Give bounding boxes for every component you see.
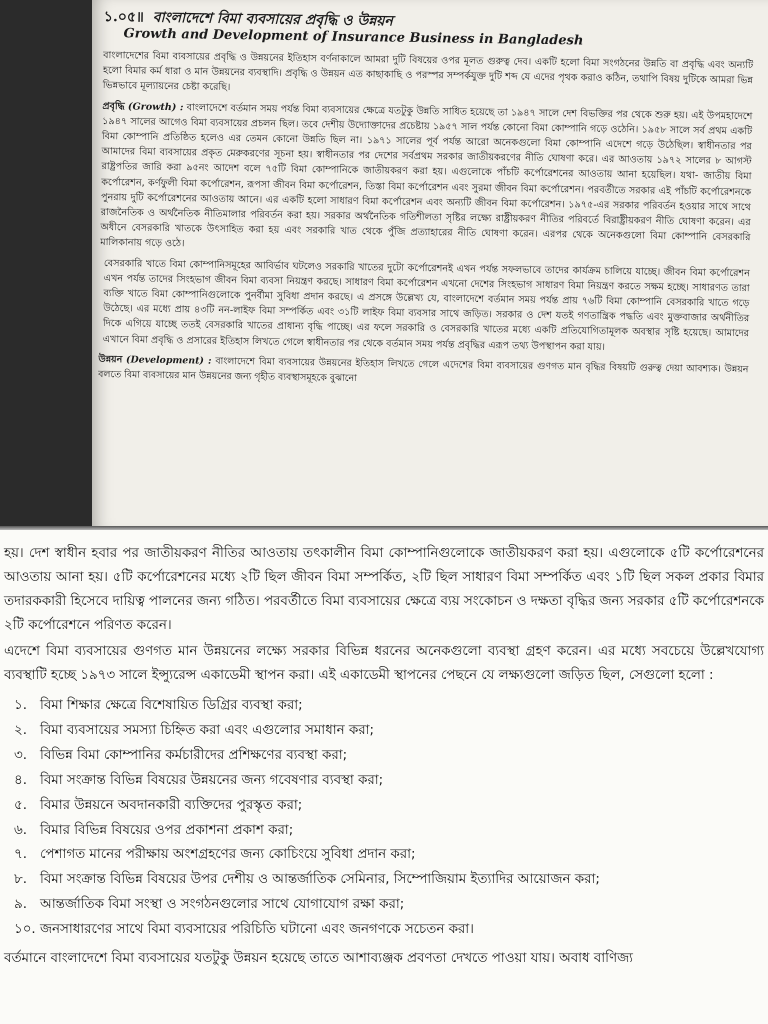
list-item-text: বিমা ব্যবসায়ের সমস্যা চিহ্নিত করা এবং এগুলোর সমাধান করা; <box>40 722 374 738</box>
list-item <box>4 893 764 918</box>
development-text: বাংলাদেশে বিমা ব্যবসায়ের উন্নয়নের ইতিহাস লিখতে গেলে এদেশের বিমা ব্যবসায়ের গুণগত মান বৃদ্ধির বিষয়টি গুরুত্ব দেয়া আবশ্যক। উন্নয়ন বলতে বিমা ব্যবসায়ের মান উন্নয়নের জন্য গৃহীত ব্যবস্থাসমূহকে বুঝানো <box>98 355 749 385</box>
growth-paragraph <box>100 99 752 261</box>
section-number: ১.০৫॥ <box>103 8 145 26</box>
list-item-text: জনসাধারণের সাথে বিমা ব্যবসায়ের পরিচিতি ঘটানো এবং জনগণকে সচেতন করা। <box>40 922 474 938</box>
intro-paragraph: বাংলাদেশের বিমা ব্যবসায়ের প্রবৃদ্ধি ও উন্নয়নের ইতিহাস বর্ণনাকালে আমরা দুটি বিষয়ের ওপর মূলত গুরুত্ব দেব। একটি হলো বিমা সংগঠনের উন্নতি বা প্রবৃদ্ধি এবং অন্যটি হলো বিমার কর্ম ধারা ও মান উন্নয়নের ব্যবস্থাদি। প্রবৃদ্ধি ও উন্নয়ন এত কাছাকাছি ও পরস্পর সম্পর্কযুক্ত দুটি শব্দ যে এদের পৃথক করাও কঠিন, তথাপি বিষয় দুটিকে আমরা ভিন্ন ভিন্নভাবে মূল্যায়নের চেষ্টা করেছি। <box>102 49 754 94</box>
section-title-bn-text: বাংলাদেশে বিমা ব্যবসায়ের প্রবৃদ্ধি ও উন্নয়ন <box>152 9 393 30</box>
list-item-number: ১. <box>14 698 27 713</box>
list-item <box>4 694 764 719</box>
top-page-content <box>98 6 754 397</box>
list-item-text: বিমার বিভিন্ন বিষয়ের ওপর প্রকাশনা প্রকাশ করা; <box>40 822 294 838</box>
list-item <box>4 819 764 844</box>
list-item-text: পেশাগত মানের পরীক্ষায় অংশগ্রহণের জন্য কোচিংয়ে সুবিধা প্রদান করা; <box>40 847 416 863</box>
growth-term-en: (Growth) : <box>127 100 184 113</box>
list-item <box>4 769 764 794</box>
list-item-number: ৪. <box>14 772 27 788</box>
list-item-text: বিভিন্ন বিমা কোম্পানির কর্মচারীদের প্রশিক্ষণের ব্যবস্থা করা; <box>40 747 348 763</box>
growth-term-bn: প্রবৃদ্ধি <box>102 100 125 112</box>
list-item-number: ৫. <box>14 797 27 813</box>
list-item-number: ৮. <box>14 872 27 888</box>
list-item <box>4 868 764 893</box>
list-item <box>4 794 764 819</box>
top-page <box>92 0 768 530</box>
list-item <box>4 843 764 868</box>
list-item-text: বিমার উন্নয়নে অবদানকারী ব্যক্তিদের পুরস্কৃত করা; <box>40 797 303 813</box>
bottom-page-content <box>4 542 764 973</box>
list-item-text: বিমা শিক্ষার ক্ষেত্রে বিশেষায়িত ডিগ্রির ব্যবস্থা করা; <box>40 698 303 713</box>
development-term-bn: উন্নয়ন <box>98 353 123 366</box>
bottom-page <box>0 530 768 1024</box>
list-item-text: বিমা সংক্রান্ত বিভিন্ন বিষয়ের উন্নয়নের জন্য গবেষণার ব্যবস্থা করা; <box>40 772 384 788</box>
list-item-number: ৯. <box>14 897 27 913</box>
list-item-number: ৩. <box>14 747 27 763</box>
nationalization-paragraph: হয়। দেশ স্বাধীন হবার পর জাতীয়করণ নীতির আওতায় তৎকালীন বিমা কোম্পানিগুলোকে জাতীয়করণ করা হয়। এগুলোকে ৫টি কর্পোরেশনের আওতায় আনা হয়। ৫টি কর্পোরেশনের মধ্যে ২টি ছিল জীবন বিমা সম্পর্কিত, ২টি ছিল সাধারণ বিমা সম্পর্কিত এবং ১টি ছিল সকল প্রকার বিমার তদারককারী হিসেবে দায়িত্ব পালনের জন্য গঠিত। পরবর্তীতে বিমা ব্যবসায়ের ক্ষেত্রে ব্যয় সংকোচন ও দক্ষতা বৃদ্ধির জন্য সরকার ৫টি কর্পোরেশনকে ২টি কর্পোরেশনে পরিণত করেন। <box>4 546 764 633</box>
growth-text: বাংলাদেশে বর্তমান সময় পর্যন্ত বিমা ব্যবসায়ের ক্ষেত্রে যতটুকু উন্নতি সাধিত হয়েছে তা ১৯৪৭ সালে দেশ বিভক্তির পর থেকে শুরু হয়। এই উপমহাদেশে ১৯৪৭ সালের আগেও বিমা ব্যবসায়ের প্রচলন ছিল। তবে দেশীয় উদ্যোক্তাদের প্রচেষ্টায় ১৯৫৭ সাল পর্যন্ত কোনো বিমা কোম্পানি গড়ে ওঠেনি। ১৯৫৮ সালে সর্ব প্রথম একটি বিমা কোম্পানি প্রতিষ্ঠিত হলেও এর তেমন কোনো উন্নতি ছিল না। ১৯৭১ সালের পূর্ব পর্যন্ত আরো অনেকগুলো বিমা কোম্পানি এদেশে গড়ে উঠেছিল। স্বাধীনতার পর আমাদের বিমা ব্যবসায়ের প্রকৃত মেরুকরণের সূচনা হয়। স্বাধীনতার পর দেশের সর্বপ্রথম সরকার জাতীয়করণের নীতি ঘোষণা করে। এর আওতায় ১৯৭২ সালের ৮ আগস্ট রাষ্ট্রপতির জারি করা ৯৫নং আদেশ বলে ৭৫টি বিমা কোম্পানিকে জাতীয়করণ করা হয়। এগুলোকে পাঁচটি কর্পোরেশনের আওতায় আনা হয়েছিল। যথা- জাতীয় বিমা কর্পোরেশন, কর্ণফুলী বিমা কর্পোরেশন, রূপসা জীবন বিমা কর্পোরেশন, তিস্তা বিমা কর্পোরেশন এবং সুরমা জীবন বিমা কর্পোরেশন। পরবর্তীতে সরকার এই পাঁচটি কর্পোরেশনকে পুনরায় দুটি কর্পোরেশনের আওতায় আনে। এর একটি হলো সাধারণ বিমা কর্পোরেশন এবং অন্যটি জীবন বিমা কর্পোরেশন। ১৯৭৫-এর সরকার পরিবর্তন হওয়ার সাথে সাথে রাজনৈতিক ও অর্থনৈতিক নীতিমালার পরিবর্তন করা হয়। সরকার অর্থনৈতিক গতিশীলতা সৃষ্টির লক্ষ্যে রাষ্ট্রীয়করণ নীতির পরিবর্তে বিরাষ্ট্রীয়করণ নীতি ঘোষণা করেন। এর অধীনে বেসরকারি খাতকে উৎসাহিত করা হয় এবং সরকারি খাত থেকে পুঁজি প্রত্যাহারের নীতি ঘোষণা করেন। এরপর থেকে অনেকগুলো বিমা কোম্পানি বেসরকারি মালিকানায় গড়ে ওঠে। <box>100 101 753 250</box>
private-sector-paragraph: বেসরকারি খাতে বিমা কোম্পানিসমূহের আবির্ভাব ঘটলেও সরকারি খাতের দুটো কর্পোরেশনই এখন পর্যন্ত সফলভাবে তাদের কার্যক্রম চালিয়ে যাচ্ছে। জীবন বিমা কর্পোরেশন এখন পর্যন্ত তাদের সিংহভাগ জীবন বিমা ব্যবসা নিয়ন্ত্রণ করছে। সাধারণ বিমা কর্পোরেশন এখনো দেশের সিংহভাগ সাধারণ বিমা নিয়ন্ত্রণ করতে সক্ষম হচ্ছে। সাধারণত তারা ব্যক্তি খাতে বিমা কোম্পানিগুলোকে পুনর্বীমা সুবিধা প্রদান করছে। এ প্রসঙ্গে উল্লেখ্য যে, বাংলাদেশে বর্তমান সময় পর্যন্ত প্রায় ৭৬টি বিমা কোম্পানি বেসরকারি খাতে গড়ে উঠেছে। এর মধ্যে প্রায় ৪৩টি নন-লাইফ বিমা সম্পর্কিত এবং ৩১টি লাইফ বিমা ব্যবসার সাথে জড়িত। সরকার ও দেশ যতই গণতান্ত্রিক পদ্ধতি এবং মুক্তবাজার অর্থনীতির দিকে এগিয়ে যাচ্ছে ততই বেসরকারি খাতের প্রাধান্য বৃদ্ধি পাচ্ছে। এর ফলে সরকারি ও বেসরকারি খাতের মধ্যে একটি প্রতিযোগিতামূলক অবস্থার সৃষ্টি হয়েছে। আমাদের এখানে বিমা প্রবৃদ্ধি ও প্রসারের ইতিহাস লিখতে গেলে স্বাধীনতার পর থেকে বর্তমান সময় পর্যন্ত প্রবৃদ্ধির এরূপ তথ্য উপস্থাপন করা যায়। <box>102 257 750 353</box>
list-item-number: ২. <box>14 722 27 738</box>
list-item <box>4 918 764 943</box>
academy-objectives-list <box>4 694 764 943</box>
final-paragraph: বর্তমানে বাংলাদেশে বিমা ব্যবসায়ের যতটুকু উন্নয়ন হয়েছে তাতে আশাব্যঞ্জক প্রবণতা দেখতে পাওয়া যায়। অবাধ বাণিজ্য <box>4 951 633 967</box>
section-title-en: Growth and Development of Insurance Business in Bangladesh <box>123 26 584 49</box>
development-paragraph <box>98 352 748 393</box>
list-item <box>4 744 764 769</box>
list-item <box>4 719 764 744</box>
list-item-number: ৭. <box>14 847 27 863</box>
list-item-number: ৬. <box>14 822 27 838</box>
list-item-number: ১০. <box>14 922 36 938</box>
list-item-text: বিমা সংক্রান্ত বিভিন্ন বিষয়ের উপর দেশীয় ও আন্তর্জাতিক সেমিনার, সিম্পোজিয়াম ইত্যাদির আয়োজন করা; <box>40 872 600 888</box>
academy-paragraph: এদেশে বিমা ব্যবসায়ের গুণগত মান উন্নয়নের লক্ষ্যে সরকার বিভিন্ন ধরনের অনেকগুলো ব্যবস্থা গ্রহণ করেন। এর মধ্যে সবচেয়ে উল্লেখযোগ্য ব্যবস্থাটি হচ্ছে ১৯৭৩ সালে ইন্স্যুরেন্স একাডেমী স্থাপন করা। এই একাডেমী স্থাপনের পেছনে যে লক্ষ্যগুলো জড়িত ছিল, সেগুলো হলো : <box>4 644 764 683</box>
list-item-text: আন্তর্জাতিক বিমা সংস্থা ও সংগঠনগুলোর সাথে যোগাযোগ রক্ষা করা; <box>40 897 405 913</box>
development-term-en: (Development) : <box>126 354 212 367</box>
